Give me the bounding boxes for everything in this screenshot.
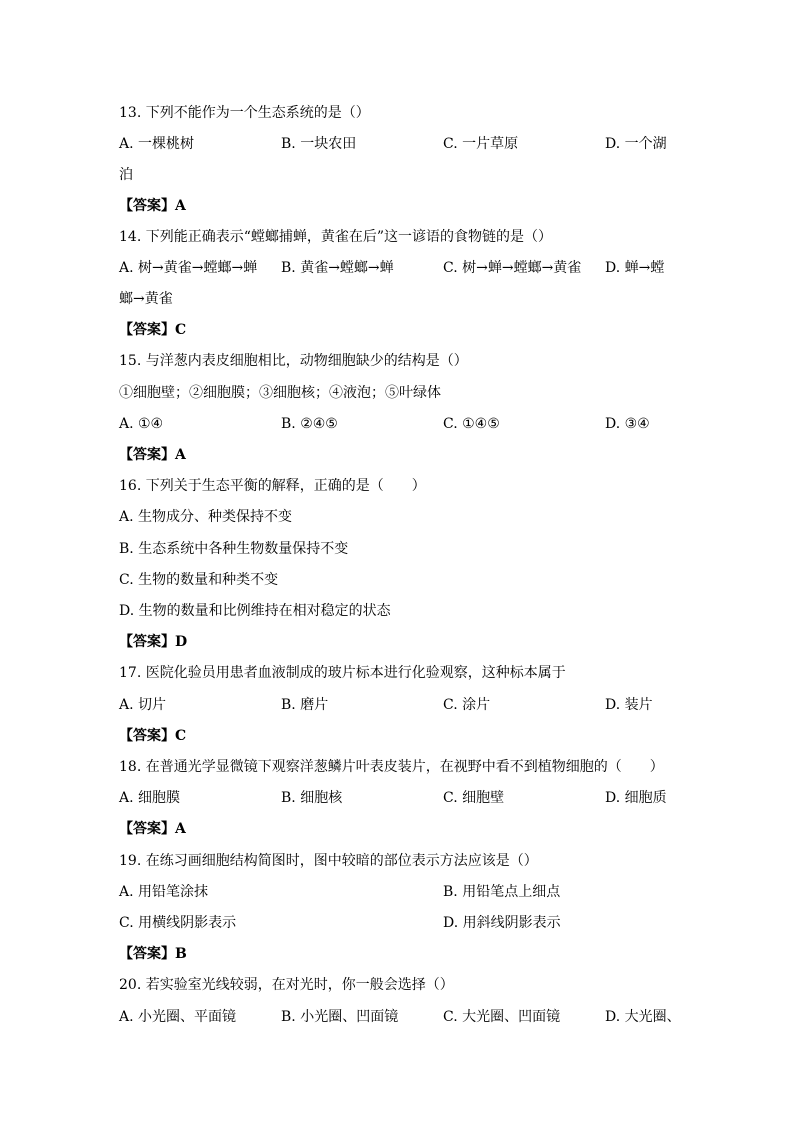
question-16-option-b: B. 生态系统中各种生物数量保持不变 [119, 541, 349, 557]
question-14-option-b: B. 黄雀→螳螂→蝉 [281, 260, 394, 276]
question-19-answer: 【答案】B [119, 946, 187, 962]
question-17-stem: 17. 医院化验员用患者血液制成的玻片标本进行化验观察，这种标本属于 [119, 665, 566, 681]
question-16-option-d: D. 生物的数量和比例维持在相对稳定的状态 [119, 603, 391, 619]
question-13-option-d-continuation: 泊 [119, 167, 133, 183]
question-13-option-a: A. 一棵桃树 [119, 136, 195, 152]
question-19-stem: 19. 在练习画细胞结构简图时，图中较暗的部位表示方法应该是（） [119, 853, 538, 869]
question-20-option-b: B. 小光圈、凹面镜 [281, 1009, 399, 1025]
question-19-option-b: B. 用铅笔点上细点 [443, 884, 561, 900]
question-15-option-c: C. ①④⑤ [443, 416, 500, 432]
question-13-option-c: C. 一片草原 [443, 136, 519, 152]
question-15-stem: 15. 与洋葱内表皮细胞相比，动物细胞缺少的结构是（） [119, 353, 468, 369]
question-17-answer: 【答案】C [119, 728, 187, 744]
question-18-option-c: C. 细胞壁 [443, 790, 505, 806]
question-15-answer: 【答案】A [119, 447, 186, 463]
question-16-option-a: A. 生物成分、种类保持不变 [119, 509, 293, 525]
question-17-option-d: D. 装片 [605, 697, 653, 713]
question-16-option-c: C. 生物的数量和种类不变 [119, 572, 279, 588]
question-13-answer: 【答案】A [119, 198, 186, 214]
question-19-option-a: A. 用铅笔涂抹 [119, 884, 209, 900]
question-15-option-a: A. ①④ [119, 416, 164, 432]
question-14-option-c: C. 树→蝉→螳螂→黄雀 [443, 260, 582, 276]
question-18-option-b: B. 细胞核 [281, 790, 343, 806]
question-13-option-b: B. 一块农田 [281, 136, 357, 152]
question-18-answer: 【答案】A [119, 821, 186, 837]
question-13-stem: 13. 下列不能作为一个生态系统的是（） [119, 105, 370, 121]
question-17-option-c: C. 涂片 [443, 697, 491, 713]
question-19-option-c: C. 用横线阴影表示 [119, 915, 237, 931]
question-17-option-b: B. 磨片 [281, 697, 329, 713]
question-20-option-c: C. 大光圈、凹面镜 [443, 1009, 561, 1025]
question-16-stem: 16. 下列关于生态平衡的解释，正确的是（ ） [119, 478, 426, 494]
question-15-option-d: D. ③④ [605, 416, 650, 432]
question-15-structures: ①细胞壁；②细胞膜；③细胞核；④液泡；⑤叶绿体 [119, 385, 441, 401]
question-20-stem: 20. 若实验室光线较弱，在对光时，你一般会选择（） [119, 977, 454, 993]
question-14-stem: 14. 下列能正确表示“螳螂捕蝉，黄雀在后”这一谚语的食物链的是（） [119, 229, 553, 245]
question-18-stem: 18. 在普通光学显微镜下观察洋葱鳞片叶表皮装片，在视野中看不到植物细胞的（ ） [119, 759, 664, 775]
question-16-answer: 【答案】D [119, 634, 188, 650]
question-14-option-d: D. 蝉→螳 [605, 260, 665, 276]
question-14-option-a: A. 树→黄雀→螳螂→蝉 [119, 260, 258, 276]
question-20-option-a: A. 小光圈、平面镜 [119, 1009, 237, 1025]
question-17-option-a: A. 切片 [119, 697, 167, 713]
question-14-option-d-continuation: 螂→黄雀 [119, 291, 173, 307]
question-20-option-d: D. 大光圈、 [605, 1009, 681, 1025]
question-19-option-d: D. 用斜线阴影表示 [443, 915, 561, 931]
question-14-answer: 【答案】C [119, 322, 187, 338]
question-13-option-d: D. 一个湖 [605, 136, 667, 152]
question-15-option-b: B. ②④⑤ [281, 416, 338, 432]
question-18-option-a: A. 细胞膜 [119, 790, 181, 806]
question-18-option-d: D. 细胞质 [605, 790, 667, 806]
